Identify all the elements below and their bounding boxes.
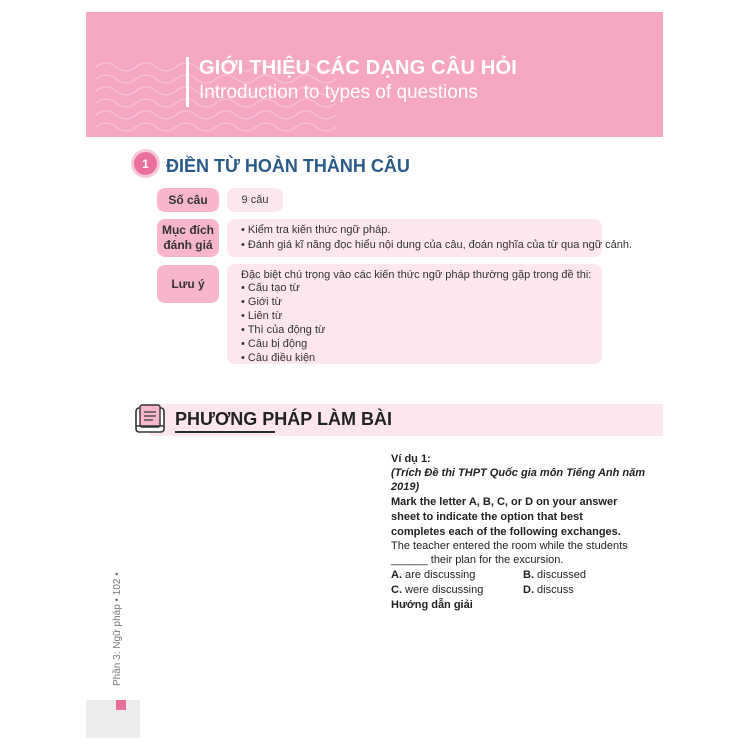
option-c: [391, 583, 483, 598]
list-item: • Thì của động từ: [241, 324, 326, 336]
option-text: are discussing: [402, 569, 476, 581]
label-muc-dich-line2: đánh giá: [163, 238, 213, 252]
list-item: • Câu điều kiện: [241, 352, 316, 364]
label-luu-y: Lưu ý: [157, 265, 219, 303]
example-instruction: sheet to indicate the option that best: [391, 511, 583, 523]
value-luu-y: [227, 264, 602, 364]
option-text: were discussing: [402, 584, 484, 596]
header-banner: [86, 12, 663, 137]
label-muc-dich-line1: Mục đích: [161, 223, 214, 237]
label-so-cau: Số câu: [157, 188, 219, 212]
method-section-title: PHƯƠNG PHÁP LÀM BÀI: [175, 409, 392, 429]
example-source: (Trích Đề thi THPT Quốc gia môn Tiếng Anh năm: [391, 467, 646, 479]
list-item: • Giới từ: [241, 296, 283, 308]
example-source: 2019): [391, 481, 420, 493]
option-b: [523, 568, 586, 583]
option-text: discussed: [534, 569, 586, 581]
option-letter: D.: [523, 584, 534, 596]
list-item: • Đánh giá kĩ năng đọc hiểu nội dung của câu, đoán nghĩa của từ qua ngữ cảnh.: [241, 239, 633, 251]
option-text: discuss: [534, 584, 574, 596]
label-muc-dich: [157, 219, 219, 257]
value-muc-dich: [227, 219, 633, 257]
option-letter: B.: [523, 569, 534, 581]
book-icon: [133, 402, 167, 436]
title-underline: [175, 431, 275, 433]
list-item: • Cấu tạo từ: [241, 282, 300, 294]
value-so-cau: 9 câu: [227, 188, 283, 212]
footer-pink-marker: [116, 700, 126, 710]
list-item: • Câu bị động: [241, 338, 308, 350]
example-instruction: completes each of the following exchanges.: [391, 526, 621, 538]
footer-gray-block: [86, 700, 140, 738]
section-title: ĐIỀN TỪ HOÀN THÀNH CÂU: [166, 156, 410, 176]
option-a: [391, 568, 475, 583]
section-number-badge: 1: [134, 152, 157, 175]
option-letter: C.: [391, 584, 402, 596]
option-letter: A.: [391, 569, 402, 581]
example-instruction: Mark the letter A, B, C, or D on your answer: [391, 496, 618, 508]
example-question: ______ their plan for the excursion.: [391, 554, 564, 566]
list-item: • Kiểm tra kiến thức ngữ pháp.: [241, 224, 391, 236]
banner-subtitle: Introduction to types of questions: [199, 82, 478, 103]
list-item: • Liên từ: [241, 310, 283, 322]
note-intro: Đặc biệt chú trọng vào các kiến thức ngữ pháp thường gặp trong đề thi:: [241, 269, 592, 281]
banner-divider-bar: [186, 57, 189, 107]
option-d: [523, 583, 574, 598]
solution-guide-heading: Hướng dẫn giải: [391, 599, 473, 611]
page-footer-vertical: Phần 3: Ngữ pháp • 102 •: [112, 572, 123, 686]
example-question: The teacher entered the room while the students: [391, 540, 628, 552]
banner-title: GIỚI THIỆU CÁC DẠNG CÂU HỎI: [199, 57, 518, 79]
example-heading: Ví dụ 1:: [391, 453, 431, 465]
